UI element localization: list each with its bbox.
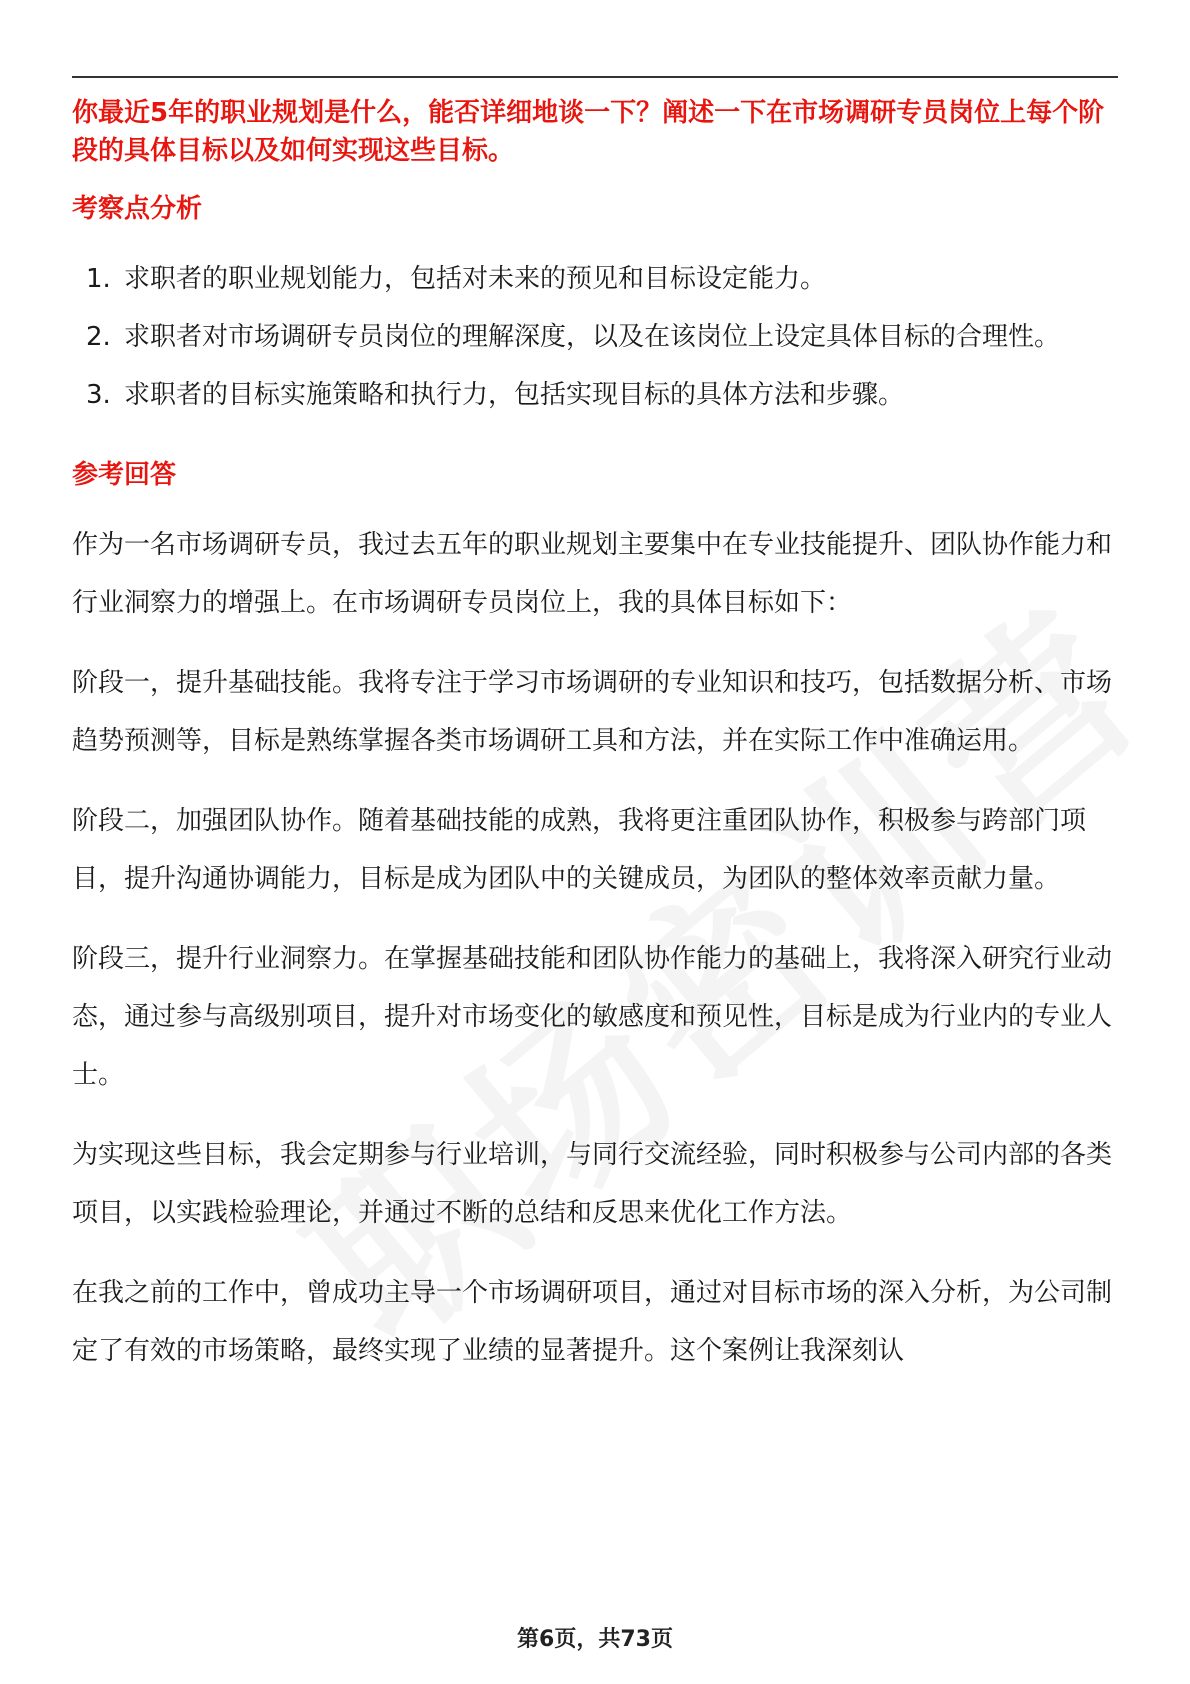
- answer-paragraph: 在我之前的工作中，曾成功主导一个市场调研项目，通过对目标市场的深入分析，为公司制定了有效的市场策略，最终实现了业绩的显著提升。这个案例让我深刻认: [72, 1278, 1113, 1366]
- answer-paragraph: 为实现这些目标，我会定期参与行业培训，与同行交流经验，同时积极参与公司内部的各类项目，以实践检验理论，并通过不断的总结和反思来优化工作方法。: [72, 1140, 1113, 1228]
- question-heading: 你最近5年的职业规划是什么，能否详细地谈一下？阐述一下在市场调研专员岗位上每个阶段的具体目标以及如何实现这些目标。: [72, 98, 1105, 166]
- answer-paragraph: 阶段二，加强团队协作。随着基础技能的成熟，我将更注重团队协作，积极参与跨部门项目，提升沟通协调能力，目标是成为团队中的关键成员，为团队的整体效率贡献力量。: [72, 806, 1087, 894]
- analysis-title: 考察点分析: [72, 194, 203, 224]
- answer-title: 参考回答: [72, 460, 177, 490]
- list-text: 求职者对市场调研专员岗位的理解深度，以及在该岗位上设定具体目标的合理性。: [124, 322, 1061, 352]
- page-footer: 第6页，共73页: [517, 1627, 673, 1652]
- analysis-list: [72, 250, 1118, 424]
- answer-body: [72, 516, 1118, 1380]
- list-number: 3.: [86, 380, 111, 410]
- list-number: 2.: [86, 322, 111, 352]
- answer-paragraph: 阶段三，提升行业洞察力。在掌握基础技能和团队协作能力的基础上，我将深入研究行业动态，通过参与高级别项目，提升对市场变化的敏感度和预见性，目标是成为行业内的专业人士。: [72, 944, 1113, 1090]
- page-content: [72, 94, 1118, 1380]
- answer-paragraph: 阶段一，提升基础技能。我将专注于学习市场调研的专业知识和技巧，包括数据分析、市场趋势预测等，目标是熟练掌握各类市场调研工具和方法，并在实际工作中准确运用。: [72, 668, 1113, 756]
- header-rule: [72, 76, 1118, 78]
- list-item: [72, 366, 1118, 424]
- list-item: [72, 250, 1118, 308]
- list-text: 求职者的目标实施策略和执行力，包括实现目标的具体方法和步骤。: [124, 380, 905, 410]
- list-number: 1.: [86, 264, 111, 294]
- list-item: [72, 308, 1118, 366]
- answer-paragraph: 作为一名市场调研专员，我过去五年的职业规划主要集中在专业技能提升、团队协作能力和行业洞察力的增强上。在市场调研专员岗位上，我的具体目标如下：: [72, 530, 1113, 618]
- list-text: 求职者的职业规划能力，包括对未来的预见和目标设定能力。: [124, 264, 827, 294]
